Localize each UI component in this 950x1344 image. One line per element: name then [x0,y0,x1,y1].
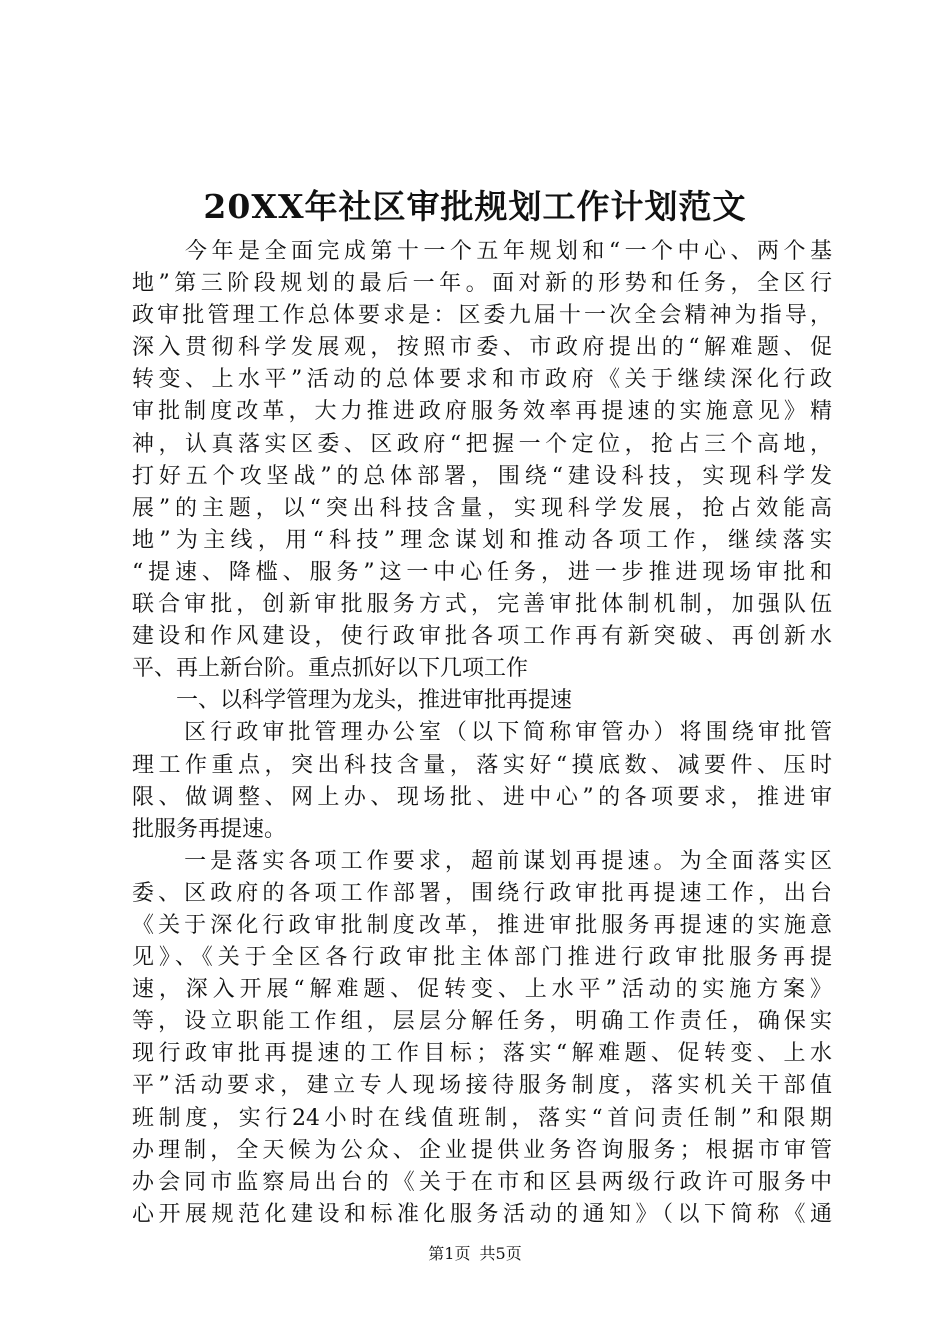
text-line: 今年是全面完成第十一个五年规划和“一个中心、两个基 [132,239,832,264]
text-line: 平、再上新台阶。重点抓好以下几项工作 [132,656,529,682]
text-line: 办会同市监察局出台的《关于在市和区县两级行政许可服务中 [132,1169,832,1195]
text-line: 地”为主线，用“科技”理念谋划和推动各项工作，继续落实 [132,527,832,553]
text-line: 政审批管理工作总体要求是：区委九届十一次全会精神为指导， [132,303,832,329]
text-line: 区行政审批管理办公室（以下简称审管办）将围绕审批管 [132,720,832,746]
text-line: 限、做调整、网上办、现场批、进中心”的各项要求，推进审 [132,784,832,810]
document-body [132,236,832,1231]
text-line: 深入贯彻科学发展观，按照市委、市政府提出的“解难题、促 [132,335,832,361]
text-line: 委、区政府的各项工作部署，围绕行政审批再提速工作，出台 [132,880,832,906]
text-line: 联合审批，创新审批服务方式，完善审批体制机制，加强队伍 [132,592,832,618]
text-line: 一、以科学管理为龙头，推进审批再提速 [132,688,573,714]
text-line: 办理制，全天候为公众、企业提供业务咨询服务；根据市审管 [132,1137,832,1163]
page-number: 第1页 [428,1244,471,1263]
text-line: 《关于深化行政审批制度改革，推进审批服务再提速的实施意 [132,912,832,938]
page-total: 共5页 [479,1244,522,1263]
document-title: 20XX年社区审批规划工作计划范文 [203,187,747,226]
text-line: 展”的主题，以“突出科技含量，实现科学发展，抢占效能高 [132,495,832,521]
text-line: 批服务再提速。 [132,816,287,842]
text-line: 建设和作风建设，使行政审批各项工作再有新突破、再创新水 [132,624,832,650]
text-line: 审批制度改革，大力推进政府服务效率再提速的实施意见》精 [132,399,832,425]
text-line: 心开展规范化建设和标准化服务活动的通知》（以下简称《通 [132,1201,832,1227]
text-line: 地”第三阶段规划的最后一年。面对新的形势和任务，全区行 [132,271,832,297]
text-line: 班制度，实行24小时在线值班制，落实“首问责任制”和限期 [132,1105,832,1131]
text-line: 理工作重点，突出科技含量，落实好“摸底数、减要件、压时 [132,752,832,778]
text-line: 见》、《关于全区各行政审批主体部门推进行政审批服务再提 [132,945,832,971]
text-line: 神，认真落实区委、区政府“把握一个定位，抢占三个高地， [132,431,832,457]
page-footer [0,1242,950,1266]
text-line: 平”活动要求，建立专人现场接待服务制度，落实机关干部值 [132,1073,832,1099]
text-line: 一是落实各项工作要求，超前谋划再提速。为全面落实区 [132,848,832,874]
text-line: 等，设立职能工作组，层层分解任务，明确工作责任，确保实 [132,1009,832,1035]
text-line: 转变、上水平”活动的总体要求和市政府《关于继续深化行政 [132,367,832,393]
text-line: 速，深入开展“解难题、促转变、上水平”活动的实施方案》 [132,977,832,1003]
text-line: “提速、降槛、服务”这一中心任务，进一步推进现场审批和 [132,559,832,585]
text-line: 打好五个攻坚战”的总体部署，围绕“建设科技，实现科学发 [132,463,832,489]
text-line: 现行政审批再提速的工作目标；落实“解难题、促转变、上水 [132,1041,832,1067]
